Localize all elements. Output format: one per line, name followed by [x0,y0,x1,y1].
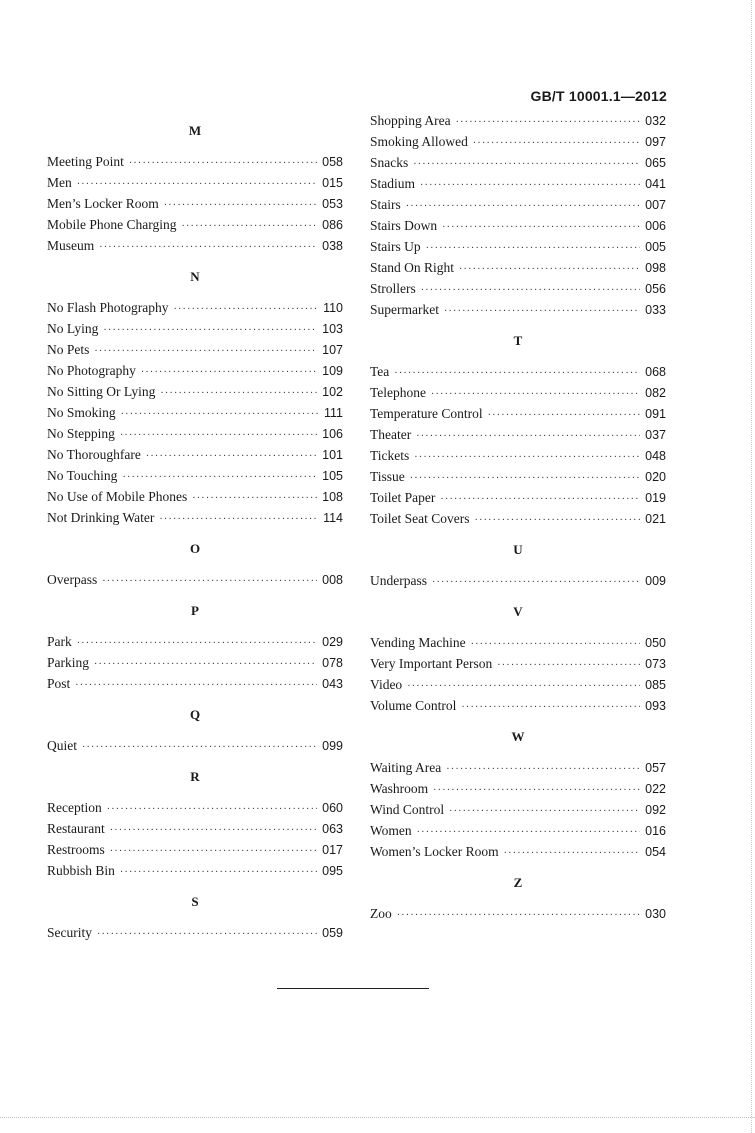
index-section [47,891,343,943]
dot-leader [504,843,641,864]
index-entry [47,360,343,381]
entry-page-number: 030 [645,907,666,921]
index-entry [370,257,666,278]
section-letter: U [513,542,523,557]
entry-label: Toilet Seat Covers [370,511,470,526]
dot-leader [103,320,317,341]
entry-label: Museum [47,238,95,253]
index-section [370,539,666,591]
index-entry [370,508,666,529]
entry-page-number: 016 [645,824,666,838]
index-entry [370,632,666,653]
entry-page-number: 068 [645,365,666,379]
entry-page-number: 005 [645,240,666,254]
dot-leader [141,362,317,383]
index-entry [370,841,666,862]
entry-label: Telephone [370,385,427,400]
index-section [370,110,666,320]
dot-leader [397,905,640,926]
entry-label: Restrooms [47,842,105,857]
dot-leader [120,862,317,883]
dot-leader [410,468,640,489]
dot-leader [159,509,318,530]
dot-leader [406,196,640,217]
dot-leader [121,404,319,425]
entry-label: Underpass [370,573,427,588]
entry-label: Video [370,677,403,692]
entry-label: Not Drinking Water [47,510,155,525]
entry-label: No Photography [47,363,136,378]
index-entry [370,695,666,716]
entry-label: Zoo [370,906,392,921]
index-entry [47,297,343,318]
entry-page-number: 092 [645,803,666,817]
entry-page-number: 099 [322,739,343,753]
entry-label: Wind Control [370,802,445,817]
entry-label: Temperature Control [370,406,483,421]
entry-label: Supermarket [370,302,439,317]
entry-page-number: 063 [322,822,343,836]
entry-page-number: 006 [645,219,666,233]
section-letter: S [191,894,199,909]
dot-leader [94,341,317,362]
dot-leader [475,510,641,531]
index-entry [370,799,666,820]
entry-label: Parking [47,655,89,670]
entry-page-number: 054 [645,845,666,859]
index-entry [47,465,343,486]
entry-label: Waiting Area [370,760,442,775]
dot-leader [426,238,641,259]
scan-bottom-edge [0,1117,755,1118]
dot-leader [407,676,640,697]
index-entry [370,487,666,508]
dot-leader [471,634,641,655]
entry-label: Stairs Down [370,218,438,233]
dot-leader [77,174,317,195]
dot-leader [164,195,317,216]
entry-page-number: 078 [322,656,343,670]
index-entry [370,236,666,257]
dot-leader [146,446,317,467]
index-entry [47,193,343,214]
entry-page-number: 021 [645,512,666,526]
dot-leader [446,759,640,780]
index-entry [47,569,343,590]
section-letter: R [190,769,200,784]
entry-page-number: 009 [645,574,666,588]
dot-leader [488,405,641,426]
entry-label: Rubbish Bin [47,863,115,878]
entry-page-number: 082 [645,386,666,400]
section-letter: O [189,541,201,556]
dot-leader [99,237,317,258]
index-entry [370,215,666,236]
index-entry [370,820,666,841]
entry-page-number: 095 [322,864,343,878]
dot-leader [473,133,640,154]
dot-leader [431,384,640,405]
dot-leader [456,112,641,133]
entry-label: No Stepping [47,426,115,441]
index-entry [47,235,343,256]
scan-right-edge [751,0,752,1133]
entry-label: Very Important Person [370,656,493,671]
index-section [47,766,343,881]
entry-page-number: 048 [645,449,666,463]
entry-page-number: 019 [645,491,666,505]
index-column-left [47,110,343,943]
index-entry [47,922,343,943]
entry-label: Restaurant [47,821,105,836]
entry-label: Meeting Point [47,154,124,169]
dot-leader [449,801,640,822]
index-entry [370,653,666,674]
entry-label: Stairs [370,197,401,212]
dot-leader [160,383,317,404]
entry-label: Mobile Phone Charging [47,217,177,232]
index-entry [370,173,666,194]
entry-label: Men’s Locker Room [47,196,159,211]
section-letter: Z [513,875,523,890]
dot-leader [413,154,640,175]
dot-leader [497,655,640,676]
entry-label: Park [47,634,72,649]
entry-page-number: 091 [645,407,666,421]
index-entry [47,818,343,839]
entry-label: Tea [370,364,390,379]
index-section [47,538,343,590]
index-entry [370,152,666,173]
entry-page-number: 086 [322,218,343,232]
entry-page-number: 032 [645,114,666,128]
dot-leader [433,780,640,801]
entry-page-number: 033 [645,303,666,317]
index-entry [370,466,666,487]
entry-page-number: 097 [645,135,666,149]
dot-leader [174,299,319,320]
index-entry [47,318,343,339]
entry-label: Vending Machine [370,635,466,650]
section-letter: T [513,333,523,348]
index-entry [47,486,343,507]
dot-leader [102,571,317,592]
entry-page-number: 020 [645,470,666,484]
entry-label: Washroom [370,781,429,796]
index-entry [47,507,343,528]
dot-leader [182,216,318,237]
index-entry [370,674,666,695]
dot-leader [110,841,317,862]
index-entry [47,172,343,193]
index-entry [47,339,343,360]
entry-page-number: 037 [645,428,666,442]
entry-label: Volume Control [370,698,457,713]
entry-page-number: 102 [322,385,343,399]
entry-label: Strollers [370,281,416,296]
entry-label: Tickets [370,448,410,463]
dot-leader [440,489,640,510]
entry-page-number: 103 [322,322,343,336]
entry-label: Women [370,823,412,838]
entry-page-number: 060 [322,801,343,815]
entry-page-number: 050 [645,636,666,650]
index-entry [370,131,666,152]
index-entry [47,444,343,465]
index-column-right [370,110,666,924]
entry-page-number: 108 [322,490,343,504]
entry-page-number: 106 [322,427,343,441]
entry-label: Stand On Right [370,260,455,275]
entry-label: Snacks [370,155,409,170]
entry-label: No Touching [47,468,118,483]
dot-leader [82,737,317,758]
entry-page-number: 105 [322,469,343,483]
index-section [47,266,343,528]
entry-label: No Smoking [47,405,116,420]
dot-leader [442,217,640,238]
entry-label: Tissue [370,469,405,484]
entry-label: Quiet [47,738,77,753]
index-entry [47,631,343,652]
entry-label: Shopping Area [370,113,451,128]
standard-code: GB/T 10001.1—2012 [530,88,667,104]
dot-leader [416,426,640,447]
entry-page-number: 109 [322,364,343,378]
entry-page-number: 059 [322,926,343,940]
index-entry [370,361,666,382]
index-section [47,600,343,694]
entry-page-number: 058 [322,155,343,169]
index-entry [47,402,343,423]
dot-leader [417,822,640,843]
index-entry [370,424,666,445]
index-entry [370,778,666,799]
dot-leader [459,259,640,280]
entry-page-number: 015 [322,176,343,190]
entry-label: No Thoroughfare [47,447,141,462]
section-letter: Q [189,707,201,722]
section-letter: N [190,269,200,284]
entry-page-number: 110 [323,301,343,315]
entry-label: Overpass [47,572,98,587]
index-entry [370,278,666,299]
index-entry [47,735,343,756]
dot-leader [77,633,317,654]
index-entry [47,839,343,860]
dot-leader [432,572,640,593]
section-letter: V [513,604,523,619]
dot-leader [421,280,640,301]
entry-label: Security [47,925,92,940]
dot-leader [444,301,640,322]
entry-label: No Lying [47,321,99,336]
entry-page-number: 029 [322,635,343,649]
index-section [370,726,666,862]
index-section [47,704,343,756]
section-letter: W [511,729,525,744]
entry-page-number: 022 [645,782,666,796]
index-entry [47,151,343,172]
entry-page-number: 111 [323,406,343,420]
index-entry [370,382,666,403]
dot-leader [110,820,317,841]
entry-page-number: 017 [322,843,343,857]
entry-label: Women’s Locker Room [370,844,499,859]
index-entry [370,903,666,924]
dot-leader [120,425,317,446]
entry-page-number: 114 [323,511,343,525]
index-entry [370,445,666,466]
entry-page-number: 008 [322,573,343,587]
entry-page-number: 107 [322,343,343,357]
end-rule [277,988,429,989]
dot-leader [122,467,317,488]
index-entry [47,423,343,444]
index-entry [47,381,343,402]
entry-label: Reception [47,800,102,815]
entry-page-number: 007 [645,198,666,212]
entry-label: Toilet Paper [370,490,436,505]
dot-leader [420,175,640,196]
index-entry [47,860,343,881]
index-entry [47,797,343,818]
entry-page-number: 041 [645,177,666,191]
section-letter: P [191,603,199,618]
section-letter: M [188,123,202,138]
entry-label: No Flash Photography [47,300,169,315]
index-section [370,330,666,529]
entry-page-number: 073 [645,657,666,671]
entry-page-number: 101 [322,448,343,462]
entry-page-number: 038 [322,239,343,253]
dot-leader [107,799,317,820]
dot-leader [97,924,317,945]
index-entry [47,673,343,694]
entry-page-number: 053 [322,197,343,211]
index-section [370,601,666,716]
entry-page-number: 057 [645,761,666,775]
entry-page-number: 093 [645,699,666,713]
index-entry [370,757,666,778]
dot-leader [414,447,640,468]
entry-page-number: 043 [322,677,343,691]
entry-label: Post [47,676,71,691]
entry-page-number: 085 [645,678,666,692]
index-entry [370,570,666,591]
entry-label: No Sitting Or Lying [47,384,156,399]
entry-page-number: 056 [645,282,666,296]
entry-label: Men [47,175,72,190]
index-entry [370,299,666,320]
index-entry [370,194,666,215]
index-section [370,872,666,924]
entry-label: Smoking Allowed [370,134,468,149]
dot-leader [75,675,317,696]
index-section [47,120,343,256]
entry-label: No Use of Mobile Phones [47,489,188,504]
entry-label: Stadium [370,176,416,191]
entry-label: Stairs Up [370,239,421,254]
entry-label: No Pets [47,342,90,357]
dot-leader [129,153,317,174]
entry-page-number: 065 [645,156,666,170]
dot-leader [94,654,317,675]
index-entry [47,652,343,673]
entry-label: Theater [370,427,412,442]
index-entry [370,110,666,131]
dot-leader [461,697,640,718]
index-entry [370,403,666,424]
dot-leader [394,363,640,384]
index-entry [47,214,343,235]
dot-leader [192,488,317,509]
entry-page-number: 098 [645,261,666,275]
